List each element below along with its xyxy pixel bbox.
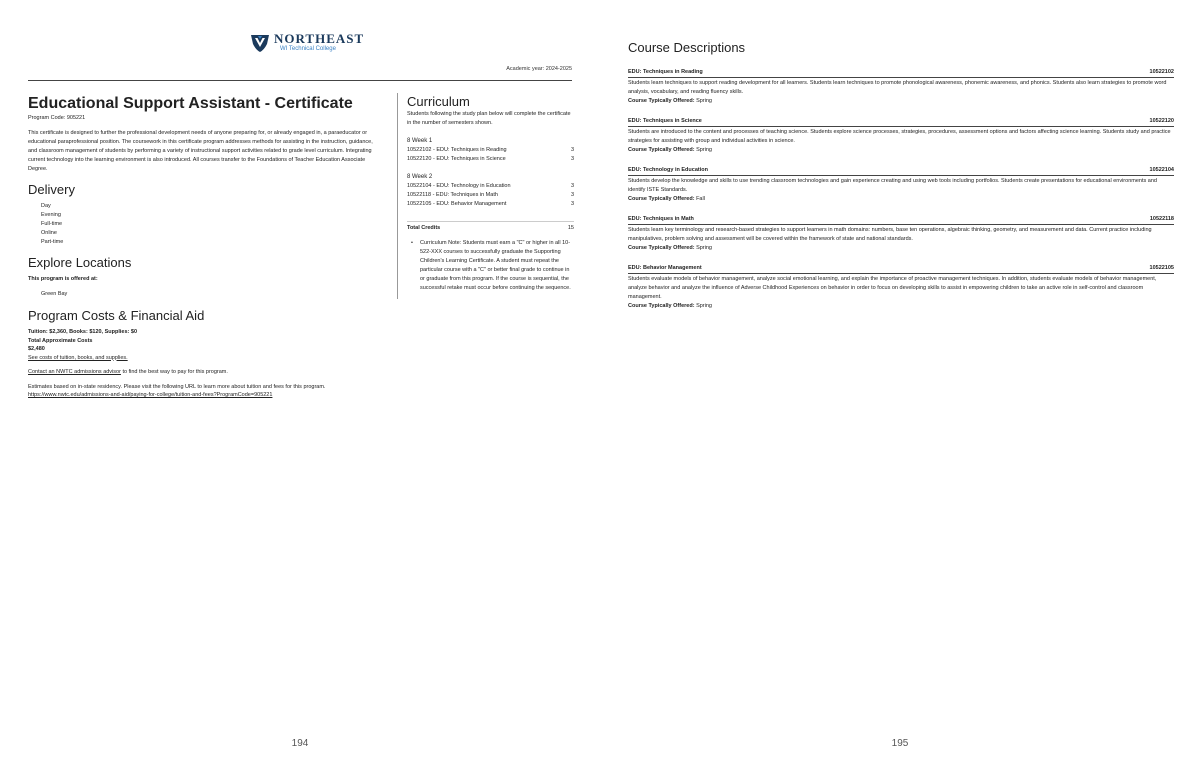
header-divider — [28, 80, 572, 81]
course-name: 10522102 - EDU: Techniques in Reading — [407, 147, 507, 153]
page-title: Educational Support Assistant - Certificate — [28, 95, 353, 112]
logo-name: NORTHEAST — [274, 31, 365, 46]
total-credits-value: 15 — [567, 225, 574, 231]
course-header — [628, 167, 1174, 176]
course-list — [628, 69, 1174, 323]
right-page — [600, 0, 1200, 776]
offered-label: Course Typically Offered: — [628, 98, 695, 104]
program-info — [28, 95, 383, 400]
course-credits: 3 — [570, 192, 574, 198]
course-number: 10522104 — [1149, 167, 1174, 173]
table-row — [407, 146, 574, 155]
course-name: 10522120 - EDU: Techniques in Science — [407, 156, 506, 162]
curriculum-intro: Students following the study plan below will complete the certificate in the number of semesters shown. — [407, 111, 571, 126]
course-description: Students evaluate models of behavior management, analyze social emotional learning, and explain the importance of proactive management techniques. In addition, students evaluate models of behavior management, analyze behavior and analyze the influence of Adverse Childhood Experiences on behavior in order to focus on developing skills to assist in empowering children to take an active role in self-control and classroom management. — [628, 276, 1157, 300]
page-number: 195 — [891, 738, 909, 749]
course-description: Students learn techniques to support reading development for all learners. Students learn techniques to promote phonological awareness, phonemic awareness, and phonics. Students also learn strategies to promote word analysis, vocabulary, and reading fluency skills. — [628, 80, 1167, 95]
contact-text: to find the best way to pay for this program. — [120, 369, 228, 375]
course-entry — [628, 167, 1174, 204]
course-number: 10522102 — [1149, 69, 1174, 75]
logo-subtitle: WI Technical College — [280, 46, 336, 52]
course-number: 10522120 — [1149, 118, 1174, 124]
see-costs-link[interactable]: See costs of tuition, books, and supplies. — [28, 354, 128, 361]
course-title: EDU: Behavior Management — [628, 265, 702, 271]
table-row — [407, 191, 574, 200]
course-offered — [628, 195, 1174, 204]
week-heading: 8 Week 1 — [407, 138, 433, 144]
location-item: Green Bay — [41, 290, 68, 297]
total-credits-label: Total Credits — [407, 225, 441, 231]
delivery-list — [28, 202, 383, 247]
course-header — [628, 118, 1174, 127]
list-item: Day — [41, 203, 51, 209]
list-item: Part-time — [41, 239, 64, 245]
column-divider — [397, 93, 398, 299]
list-item: Full-time — [41, 221, 63, 227]
academic-year: Academic year: 2024-2025 — [506, 66, 572, 72]
tuition-url-link[interactable]: https://www.nwtc.edu/admissions-and-aid/paying-for-college/tuition-and-fees?ProgramCode=905221 — [28, 392, 273, 398]
list-item: Evening — [41, 212, 61, 218]
total-cost-value: $2,480 — [28, 346, 45, 352]
college-logo — [250, 32, 364, 53]
course-descriptions-heading: Course Descriptions — [628, 40, 746, 55]
offered-term: Spring — [696, 147, 712, 153]
course-credits: 3 — [570, 147, 574, 153]
table-row — [407, 155, 574, 164]
estimate-note: Estimates based on in-state residency. Please visit the following URL to learn more about tuition and fees for this program. — [28, 383, 326, 390]
course-description: Students are introduced to the content and processes of teaching science. Students explore science processes, strategies, procedures, assessment options and factors affecting science learning. Students study and practice strategies for assisting with group and individual activities in science. — [628, 129, 1171, 144]
offered-term: Fall — [696, 196, 705, 202]
cost-breakdown: Tuition: $2,360, Books: $120, Supplies: $0 — [28, 329, 138, 335]
curriculum-section — [407, 94, 574, 293]
course-credits: 3 — [570, 183, 574, 189]
offered-term: Spring — [696, 98, 712, 104]
table-row — [407, 182, 574, 191]
course-title: EDU: Techniques in Math — [628, 216, 694, 222]
offered-at-label: This program is offered at: — [28, 276, 98, 282]
course-credits: 3 — [570, 201, 574, 207]
course-name: 10522104 - EDU: Technology in Education — [407, 183, 511, 189]
offered-term: Spring — [696, 245, 712, 251]
page-number: 194 — [291, 738, 309, 749]
curriculum-note: • Curriculum Note: Students must earn a "C" or higher in all 10-522-XXX courses to successfully graduate the Supporting Children's Learning Certificate. A student must repeat the particular course with a "C" or better final grade to continue in or graduate from this program. If the course is sequential, the successful retake must occur before continuing the sequence. — [407, 239, 574, 293]
offered-label: Course Typically Offered: — [628, 147, 695, 153]
course-description: Students develop the knowledge and skills to use trending classroom technologies and gain experience creating and using web tools including portfolios. Students create presentations for educational environments and identify ISTE Standards. — [628, 178, 1157, 193]
course-entry — [628, 265, 1174, 311]
course-number: 10522105 — [1149, 265, 1174, 271]
course-name: 10522105 - EDU: Behavior Management — [407, 201, 507, 207]
contact-advisor-link[interactable]: Contact an NWTC admissions advisor — [28, 369, 121, 375]
course-title: EDU: Technology in Education — [628, 167, 708, 173]
offered-term: Spring — [696, 303, 712, 309]
offered-label: Course Typically Offered: — [628, 245, 695, 251]
course-header — [628, 265, 1174, 274]
offered-label: Course Typically Offered: — [628, 303, 695, 309]
offered-label: Course Typically Offered: — [628, 196, 695, 202]
costs-heading: Program Costs & Financial Aid — [28, 308, 205, 323]
course-offered — [628, 97, 1174, 106]
course-offered — [628, 146, 1174, 155]
table-row — [407, 200, 574, 209]
course-header — [628, 216, 1174, 225]
course-credits: 3 — [570, 156, 574, 162]
program-code: Program Code: 905221 — [28, 115, 86, 121]
list-item: Online — [41, 230, 57, 236]
contact-line — [28, 368, 383, 377]
course-header — [628, 69, 1174, 78]
course-entry — [628, 69, 1174, 106]
total-credits-row — [407, 221, 574, 231]
course-offered — [628, 302, 1174, 311]
course-title: EDU: Techniques in Science — [628, 118, 702, 124]
curriculum-heading: Curriculum — [407, 94, 470, 109]
course-offered — [628, 244, 1174, 253]
course-number: 10522118 — [1149, 216, 1174, 222]
week-heading: 8 Week 2 — [407, 174, 433, 180]
delivery-heading: Delivery — [28, 182, 75, 197]
course-title: EDU: Techniques in Reading — [628, 69, 703, 75]
course-description: Students learn key terminology and research-based strategies to support learners in math domains: numbers, base ten operations, algebraic thinking, geometry, and measurement and data. Current practice including manipulatives, problem solving and assessment will be covered within the framework of state and national standards. — [628, 227, 1152, 242]
shield-icon — [250, 33, 270, 53]
total-cost-label: Total Approximate Costs — [28, 337, 93, 344]
locations-heading: Explore Locations — [28, 255, 132, 270]
program-description: This certificate is designed to further the professional development needs of anyone preparing for, or already engaged in, a paraeducator or educational paraprofessional position. The coursework in this certificate program addresses methods for assisting in the instruction, guidance, and classroom management of students by performing a variety of instructional support activities related to grade level curriculum. Integrating current technology into the learning environment is also introduced. All courses transfer to the Foundations of Teacher Education Associate Degree. — [28, 130, 373, 172]
course-entry — [628, 216, 1174, 253]
course-entry — [628, 118, 1174, 155]
course-name: 10522118 - EDU: Techniques in Math — [407, 192, 498, 198]
